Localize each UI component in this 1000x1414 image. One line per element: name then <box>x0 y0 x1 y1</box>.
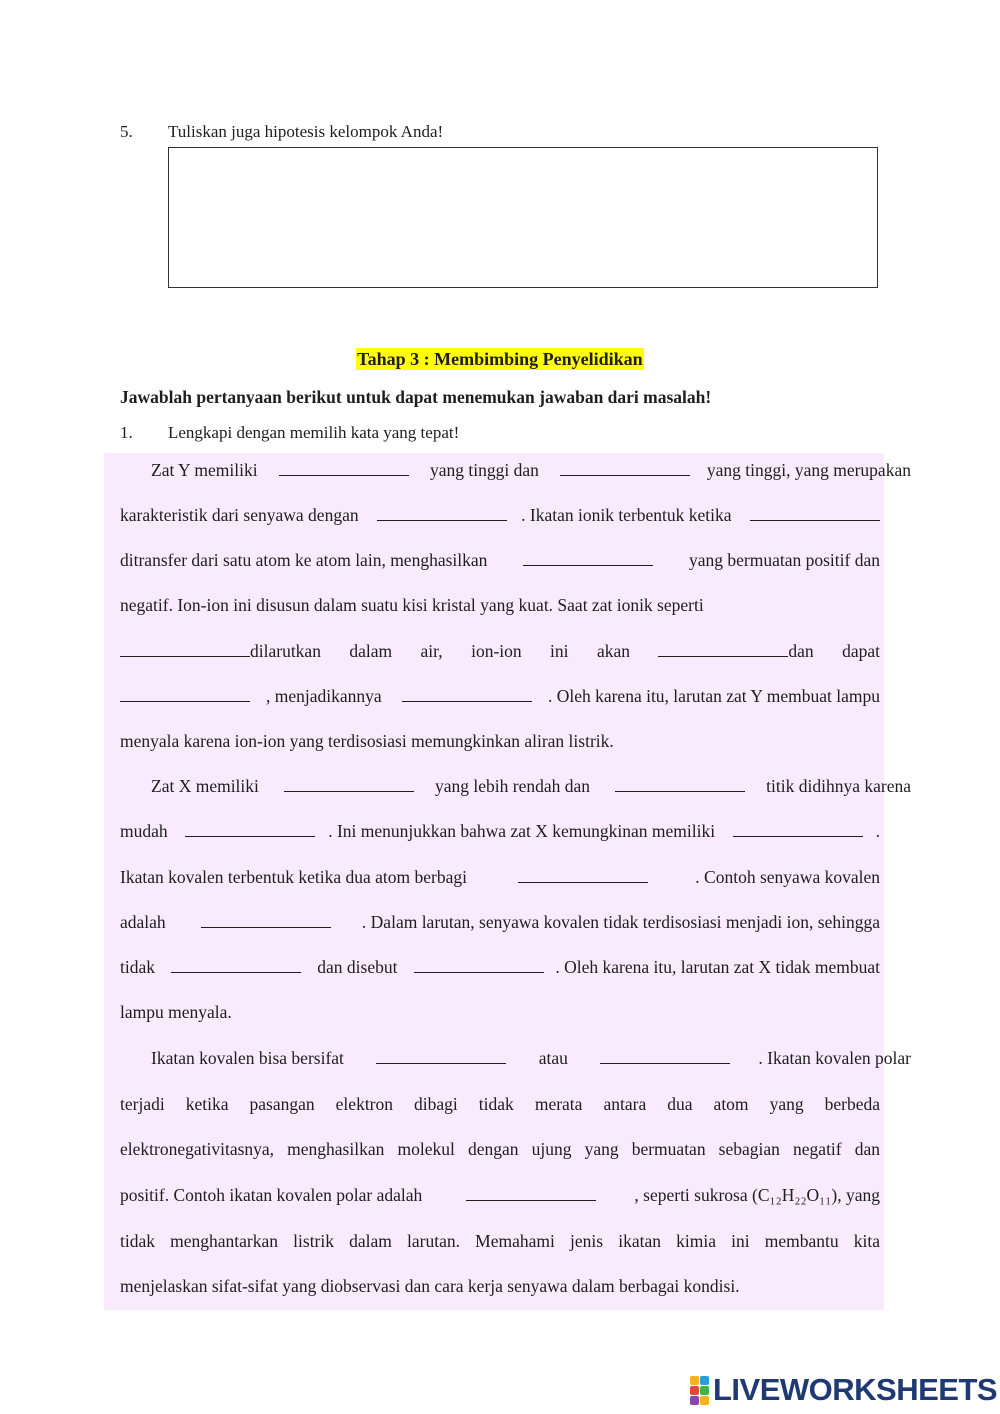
blank[interactable] <box>171 955 301 973</box>
blank[interactable] <box>600 1046 730 1064</box>
blank[interactable] <box>560 458 690 476</box>
question-5-number: 5. <box>120 122 133 141</box>
blank[interactable] <box>376 1046 506 1064</box>
question-5-text: Tuliskan juga hipotesis kelompok Anda! <box>168 122 444 141</box>
passage-line: lampu menyala. <box>120 1002 232 1022</box>
blank[interactable] <box>185 819 315 837</box>
blank[interactable] <box>279 458 409 476</box>
stage-title: Tahap 3 : Membimbing Penyelidikan <box>357 349 643 369</box>
passage-line: tidak dan disebut . Oleh karena itu, larutan zat X tidak membuat <box>120 957 880 977</box>
blank[interactable] <box>658 639 788 657</box>
hypothesis-answer-box[interactable] <box>168 147 878 288</box>
blank[interactable] <box>120 684 250 702</box>
passage-line: terjadi ketika pasangan elektron dibagi tidak merata antara dua atom yang berbeda <box>120 1094 880 1114</box>
passage-line: Ikatan kovalen bisa bersifat atau . Ikatan kovalen polar <box>151 1048 911 1068</box>
passage-line: Zat Y memiliki yang tinggi dan yang tinggi, yang merupakan <box>151 460 911 480</box>
blank[interactable] <box>523 548 653 566</box>
blank[interactable] <box>615 774 745 792</box>
logo-square <box>690 1386 699 1395</box>
logo-square <box>690 1396 699 1405</box>
passage-line: negatif. Ion-ion ini disusun dalam suatu kisi kristal yang kuat. Saat zat ionik seperti <box>120 595 704 615</box>
blank[interactable] <box>414 955 544 973</box>
logo-square <box>690 1376 699 1385</box>
blank[interactable] <box>466 1183 596 1201</box>
passage-line: mudah . Ini menunjukkan bahwa zat X kemungkinan memiliki . <box>120 821 880 841</box>
blank[interactable] <box>402 684 532 702</box>
logo-square <box>700 1396 709 1405</box>
blank[interactable] <box>750 503 880 521</box>
question-1-text: Lengkapi dengan memilih kata yang tepat! <box>168 423 460 442</box>
passage-line: tidak menghantarkan listrik dalam larutan. Memahami jenis ikatan kimia ini membantu kita <box>120 1231 880 1251</box>
question-5 <box>120 121 443 143</box>
passage-line: menyala karena ion-ion yang terdisosiasi memungkinkan aliran listrik. <box>120 731 614 751</box>
logo-text: LIVEWORKSHEETS <box>713 1372 998 1407</box>
blank[interactable] <box>377 503 507 521</box>
passage-line: adalah . Dalam larutan, senyawa kovalen tidak terdisosiasi menjadi ion, sehingga <box>120 912 880 932</box>
liveworksheets-logo <box>690 1372 997 1408</box>
passage-line: Ikatan kovalen terbentuk ketika dua atom berbagi . Contoh senyawa kovalen <box>120 867 880 887</box>
blank[interactable] <box>120 639 250 657</box>
passage-line: karakteristik dari senyawa dengan . Ikatan ionik terbentuk ketika <box>120 502 880 528</box>
blank[interactable] <box>518 865 648 883</box>
question-1-number: 1. <box>120 423 133 442</box>
blank[interactable] <box>733 819 863 837</box>
question-1 <box>120 422 459 444</box>
passage-line: elektronegativitasnya, menghasilkan molekul dengan ujung yang bermuatan sebagian negatif dan <box>120 1139 880 1159</box>
passage-line: ditransfer dari satu atom ke atom lain, menghasilkan yang bermuatan positif dan <box>120 550 880 570</box>
logo-square <box>700 1386 709 1395</box>
passage-line: positif. Contoh ikatan kovalen polar adalah , seperti sukrosa (C₁₂H₂₂O₁₁), yang <box>120 1185 880 1205</box>
blank[interactable] <box>201 910 331 928</box>
blank[interactable] <box>284 774 414 792</box>
passage-line: menjelaskan sifat-sifat yang diobservasi dan cara kerja senyawa dalam berbagai kondisi. <box>120 1276 740 1296</box>
passage-line: Zat X memiliki yang lebih rendah dan titik didihnya karena <box>151 776 911 796</box>
passage-line: , menjadikannya . Oleh karena itu, larutan zat Y membuat lampu <box>120 683 880 709</box>
passage-line: dilarutkan dalam air, ion-ion ini akan dan dapat <box>120 638 880 664</box>
instruction: Jawablah pertanyaan berikut untuk dapat menemukan jawaban dari masalah! <box>120 387 712 407</box>
logo-mark-icon <box>690 1376 709 1405</box>
logo-square <box>700 1376 709 1385</box>
